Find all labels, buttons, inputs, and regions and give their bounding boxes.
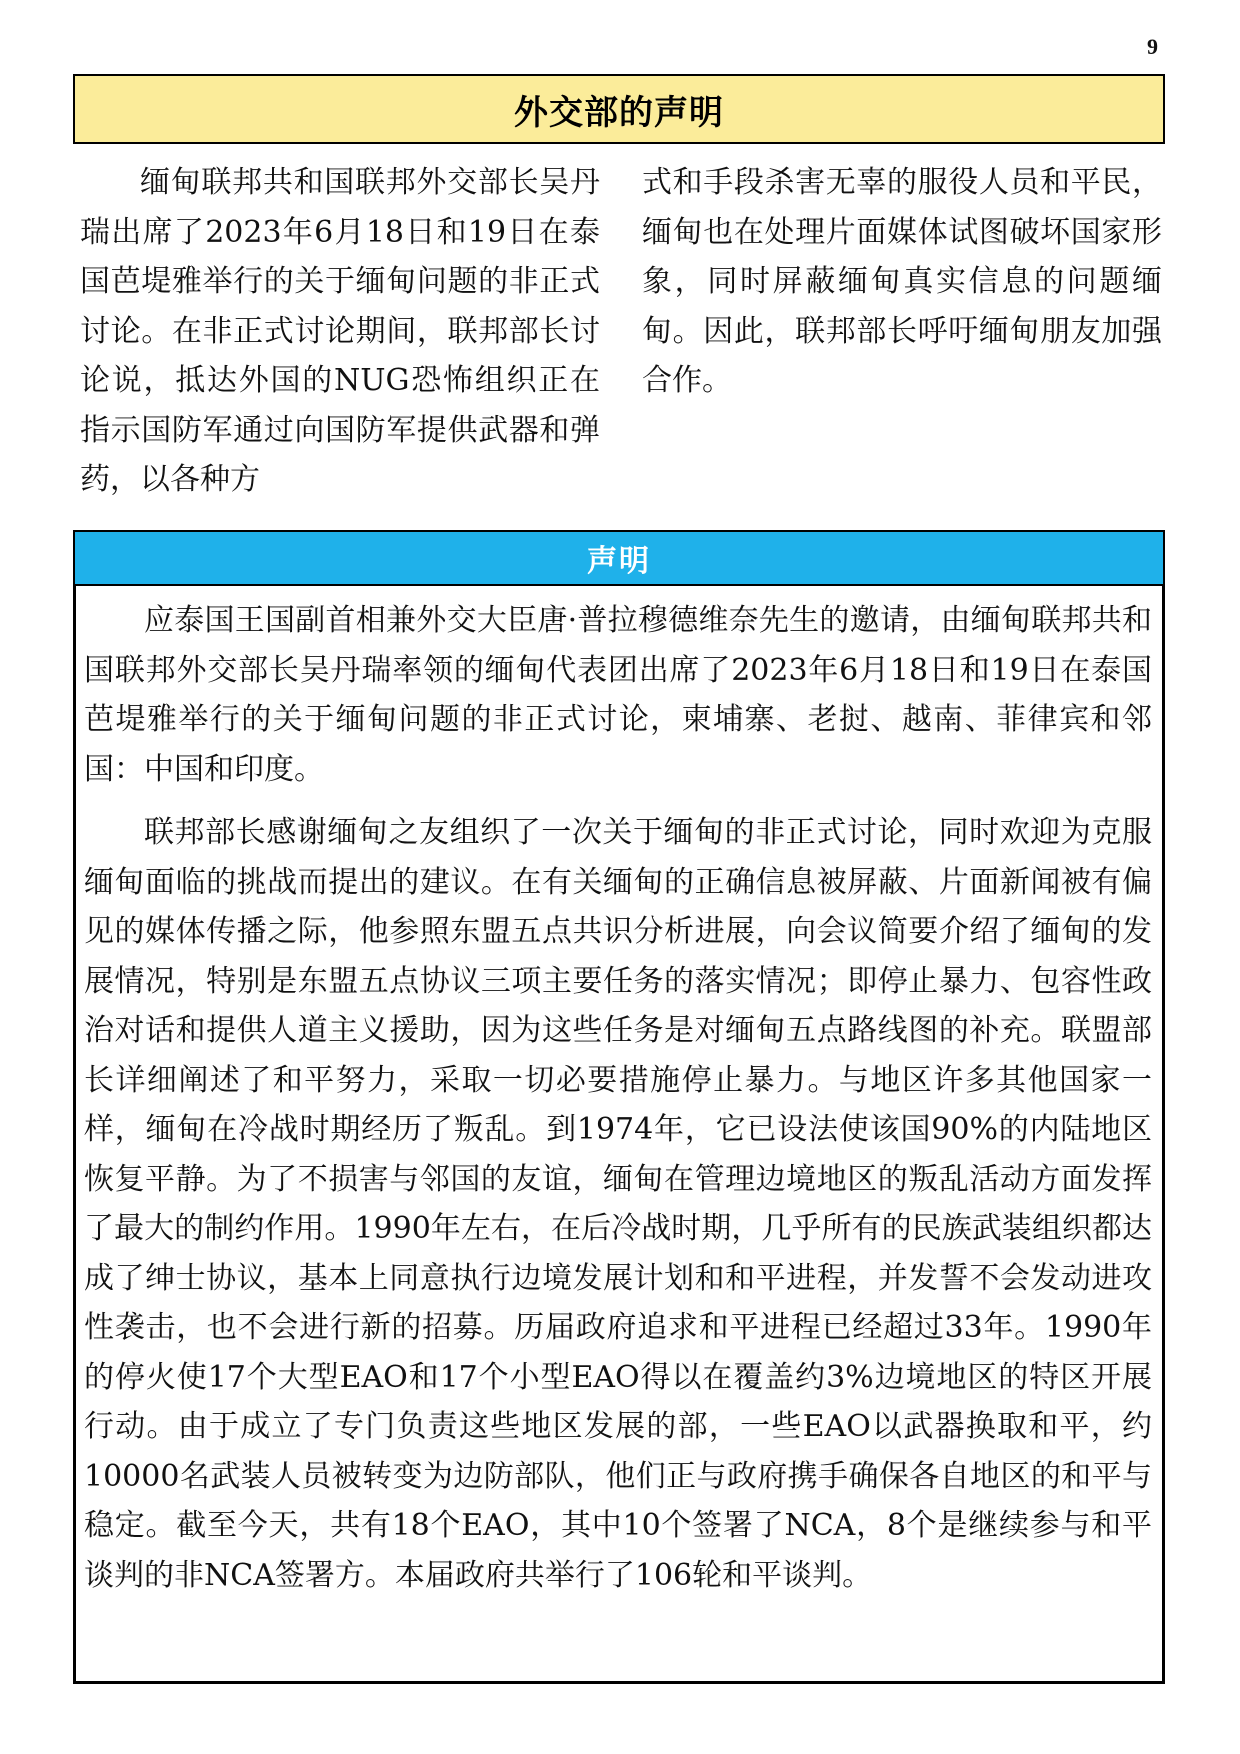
section-title-banner [73, 74, 1165, 144]
left-column [80, 158, 600, 505]
statement-title: 声明 [587, 544, 651, 579]
right-column [642, 158, 1162, 505]
two-column-text [80, 158, 1162, 505]
right-column-text: 式和手段杀害无辜的服役人员和平民，缅甸也在处理片面媒体试图破坏国家形象，同时屏蔽缅甸真实信息的问题缅甸。因此，联邦部长呼吁缅甸朋友加强合作。 [642, 165, 1162, 398]
statement-paragraph-1: 应泰国王国副首相兼外交大臣唐·普拉穆德维奈先生的邀请，由缅甸联邦共和国联邦外交部长吴丹瑞率领的缅甸代表团出席了2023年6月18日和19日在泰国芭堤雅举行的关于缅甸问题的非正式讨论，柬埔寨、老挝、越南、菲律宾和邻国：中国和印度。 [84, 603, 1152, 787]
section-title: 外交部的声明 [514, 92, 724, 133]
statement-body [84, 596, 1152, 1614]
left-column-text: 缅甸联邦共和国联邦外交部长吴丹瑞出席了2023年6月18日和19日在泰国芭堤雅举行的关于缅甸问题的非正式讨论。在非正式讨论期间，联邦部长讨论说，抵达外国的NUG恐怖组织正在指示国防军通过向国防军提供武器和弹药，以各种方 [80, 165, 600, 497]
statement-paragraph-2: 联邦部长感谢缅甸之友组织了一次关于缅甸的非正式讨论，同时欢迎为克服缅甸面临的挑战而提出的建议。在有关缅甸的正确信息被屏蔽、片面新闻被有偏见的媒体传播之际，他参照东盟五点共识分析进展，向会议简要介绍了缅甸的发展情况，特别是东盟五点协议三项主要任务的落实情况；即停止暴力、包容性政治对话和提供人道主义援助，因为这些任务是对缅甸五点路线图的补充。联盟部长详细阐述了和平努力，采取一切必要措施停止暴力。与地区许多其他国家一样，缅甸在冷战时期经历了叛乱。到1974年，它已设法使该国90%的内陆地区恢复平静。为了不损害与邻国的友谊，缅甸在管理边境地区的叛乱活动方面发挥了最大的制约作用。1990年左右，在后冷战时期，几乎所有的民族武装组织都达成了绅士协议，基本上同意执行边境发展计划和和平进程，并发誓不会发动进攻性袭击，也不会进行新的招募。历届政府追求和平进程已经超过33年。1990年的停火使17个大型EAO和17个小型EAO得以在覆盖约3%边境地区的特区开展行动。由于成立了专门负责这些地区发展的部，一些EAO以武器换取和平，约10000名武装人员被转变为边防部队，他们正与政府携手确保各自地区的和平与稳定。截至今天，共有18个EAO，其中10个签署了NCA，8个是继续参与和平谈判的非NCA签署方。本届政府共举行了106轮和平谈判。 [84, 815, 1152, 1593]
page-number: 9 [1147, 34, 1158, 59]
statement-header [73, 530, 1165, 586]
